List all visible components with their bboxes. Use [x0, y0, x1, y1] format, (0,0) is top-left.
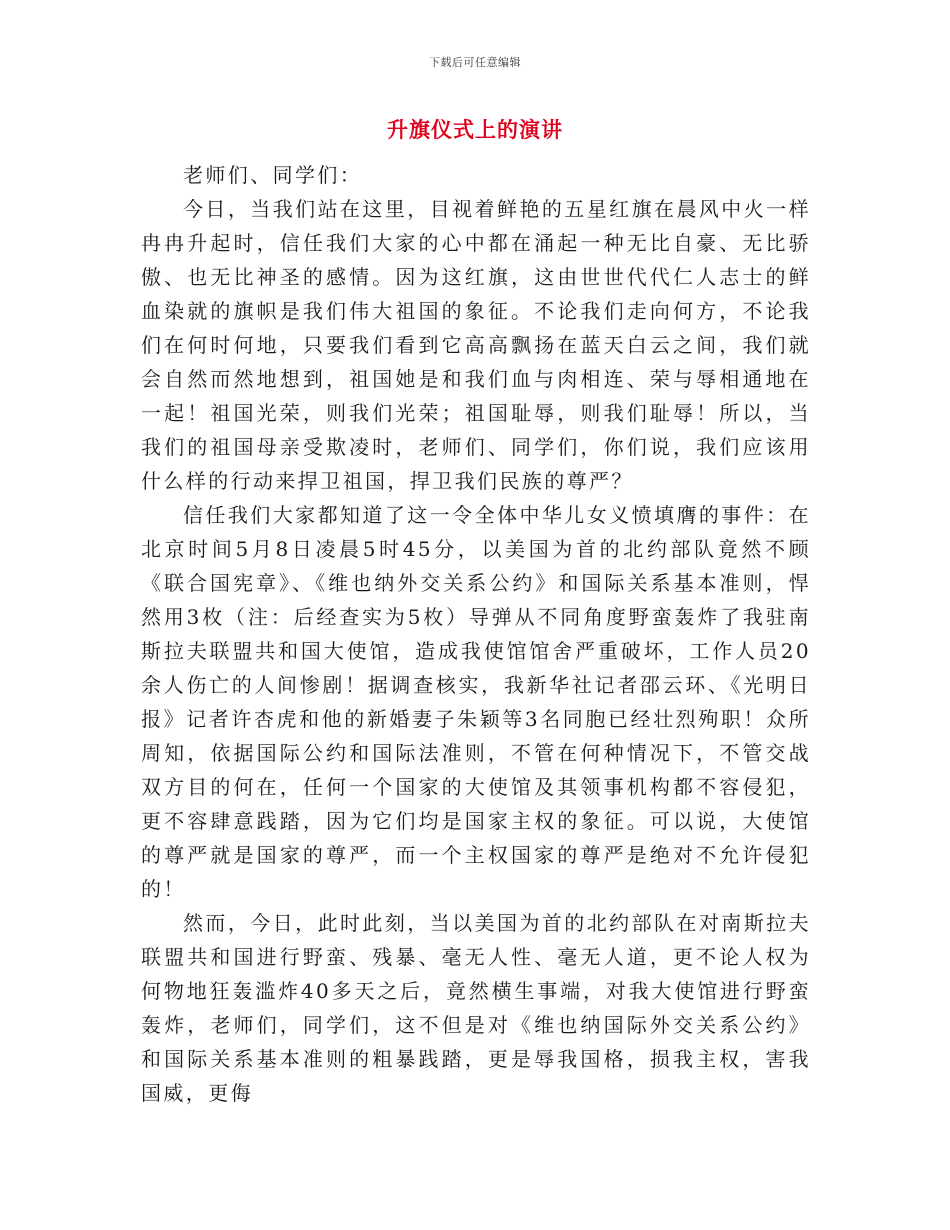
- paragraph-2: 信任我们大家都知道了这一令全体中华儿女义愤填膺的事件：在北京时间5月8日凌晨5时45分，以美国为首的北约部队竟然不顾《联合国宪章》、《维也纳外交关系公约》和国际关系基本准则，悍然用3枚（注：后经查实为5枚）导弹从不同角度野蛮轰炸了我驻南斯拉夫联盟共和国大使馆，造成我使馆馆舍严重破坏，工作人员20余人伤亡的人间惨剧！据调查核实，我新华社记者邵云环、《光明日报》记者许杏虎和他的新婚妻子朱颖等3名同胞已经壮烈殉职！众所周知，依据国际公约和国际法准则，不管在何种情况下，不管交战双方目的何在，任何一个国家的大使馆及其领事机构都不容侵犯，更不容肆意践踏，因为它们均是国家主权的象征。可以说，大使馆的尊严就是国家的尊严，而一个主权国家的尊严是绝对不允许侵犯的！: [141, 503, 811, 901]
- paragraph-greeting: 老师们、同学们：: [183, 163, 363, 187]
- document-body: [141, 158, 811, 1110]
- paragraph-3: 然而，今日，此时此刻，当以美国为首的北约部队在对南斯拉夫联盟共和国进行野蛮、残暴、毫无人性、毫无人道，更不论人权为何物地狂轰滥炸40多天之后，竟然横生事端，对我大使馆进行野蛮轰炸，老师们，同学们，这不但是对《维也纳国际外交关系公约》和国际关系基本准则的粗暴践踏，更是辱我国格，损我主权，害我国威，更侮: [141, 911, 811, 1105]
- document-title: 升旗仪式上的演讲: [387, 118, 563, 142]
- header-note: 下载后可任意编辑: [429, 56, 521, 69]
- paragraph-1: 今日，当我们站在这里，目视着鲜艳的五星红旗在晨风中火一样冉冉升起时，信任我们大家的心中都在涌起一种无比自豪、无比骄傲、也无比神圣的感情。因为这红旗，这由世世代代仁人志士的鲜血染就的旗帜是我们伟大祖国的象征。不论我们走向何方，不论我们在何时何地，只要我们看到它高高飘扬在蓝天白云之间，我们就会自然而然地想到，祖国她是和我们血与肉相连、荣与辱相通地在一起！祖国光荣，则我们光荣；祖国耻辱，则我们耻辱！所以，当我们的祖国母亲受欺凌时，老师们、同学们，你们说，我们应该用什么样的行动来捍卫祖国，捍卫我们民族的尊严？: [141, 197, 811, 493]
